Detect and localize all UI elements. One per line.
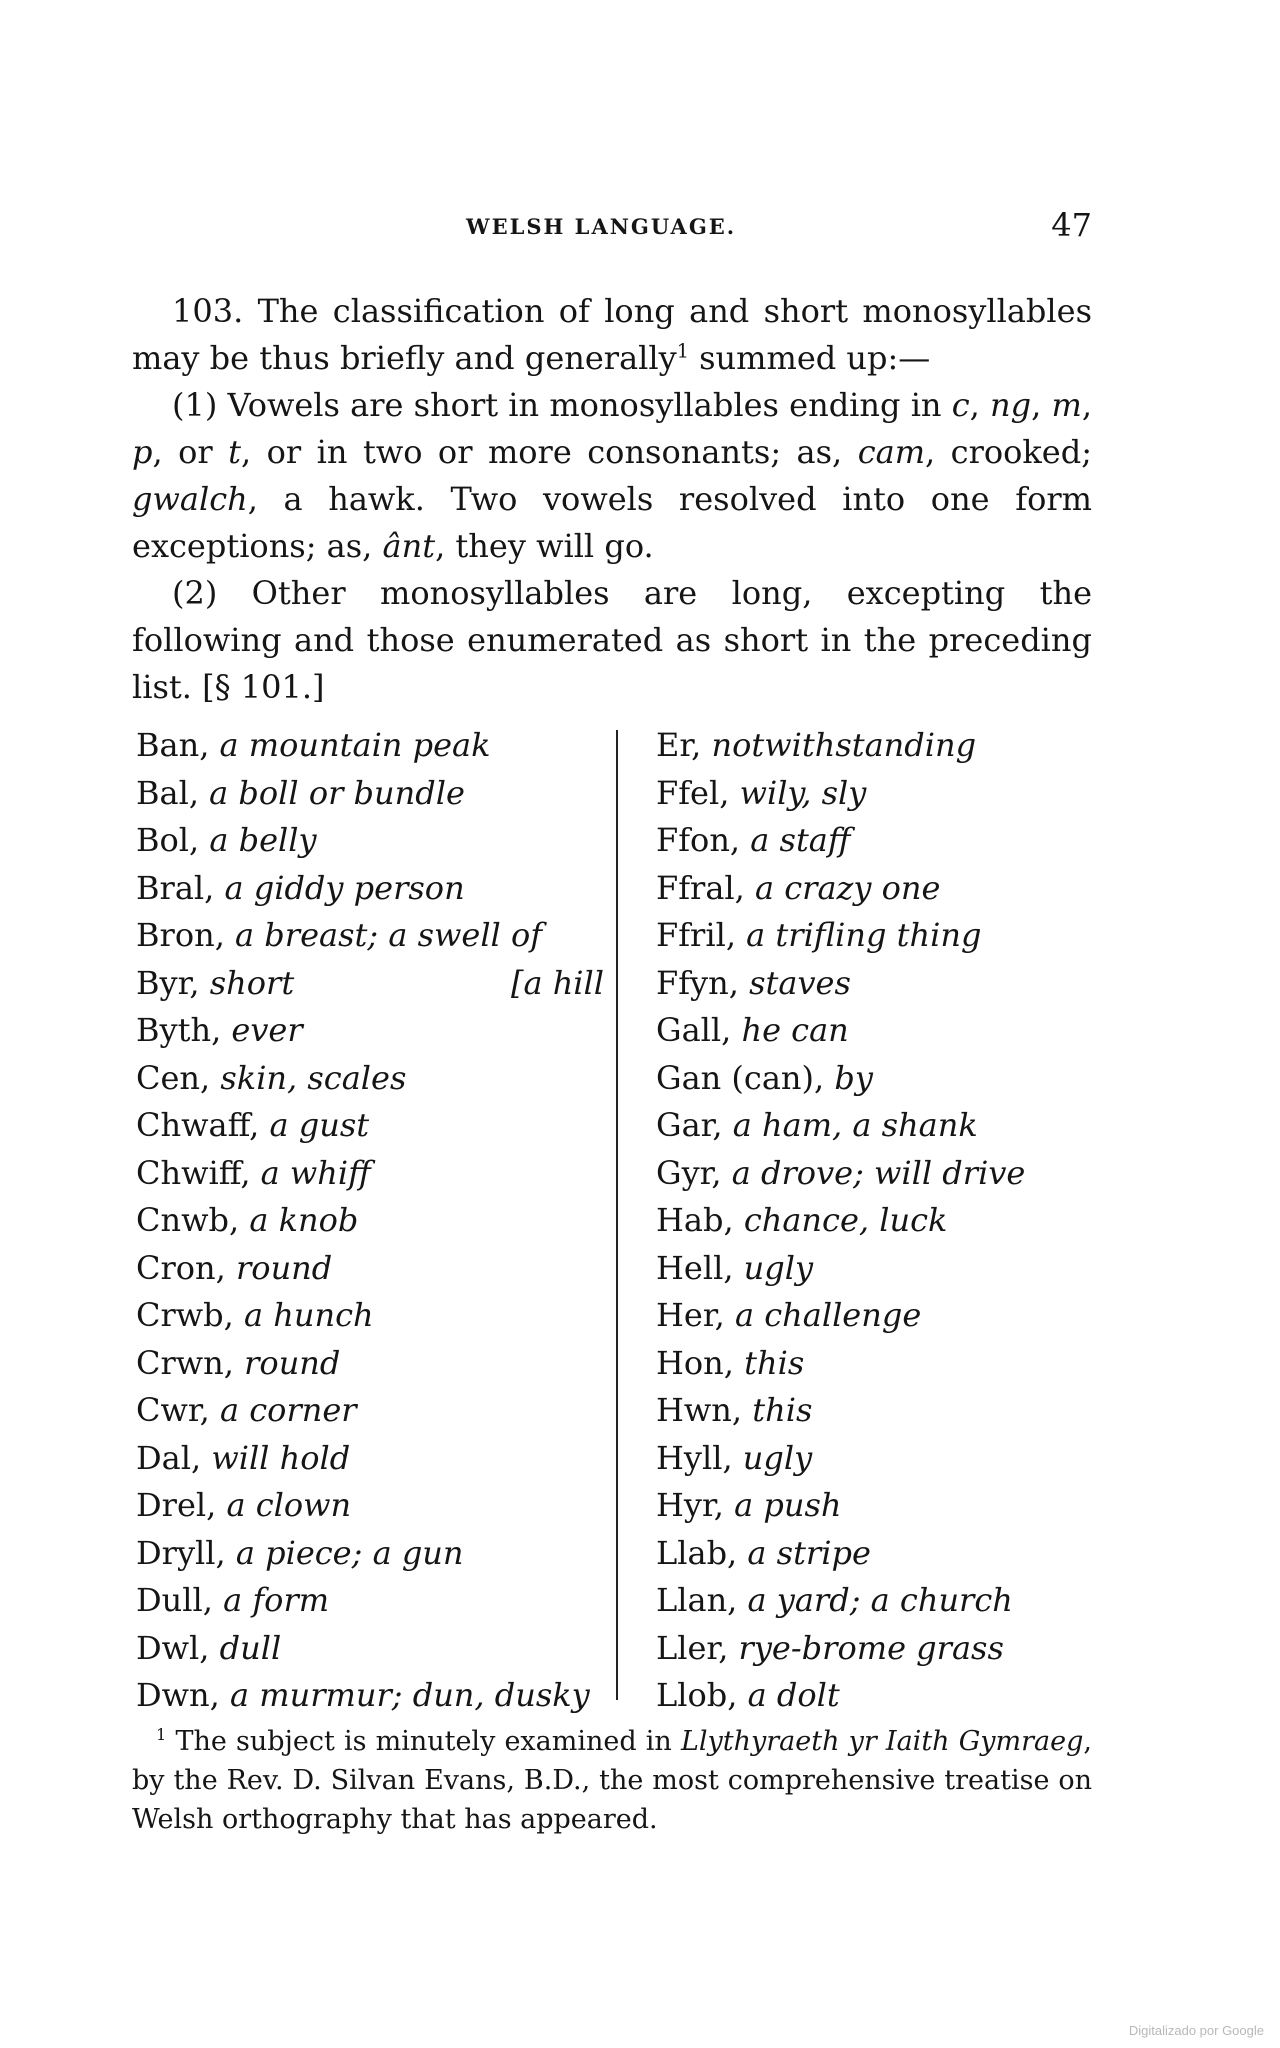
body-text (132, 288, 1092, 711)
list-item: Gall, he can (656, 1011, 849, 1049)
list-item: Crwn, round (136, 1343, 341, 1382)
list-item: Ller, rye-brome grass (656, 1628, 1004, 1667)
paragraph-rule-1: (1) Vowels are short in monosyllables ending in c, ng, m, p, or t, or in two or more consonants; as, cam, crooked; gwalch, a hawk. Two vowels resolved into one form exceptions; as, ânt, they will go. (132, 386, 1093, 565)
list-item: Llan, a yard; a church (656, 1581, 1013, 1619)
running-title: WELSH LANGUAGE. (466, 214, 737, 239)
list-item: Chwiff, a whiff (136, 1153, 371, 1192)
word-list (132, 722, 1092, 1714)
footnote: $^1$ The subject is minutely examined in Llythyraeth yr Iaith Gymraeg, by the Rev. D. Silvan Evans, B.D., the most comprehensive treatise on Welsh orthography that has appeared. (132, 1725, 1092, 1835)
list-item: Cnwb, a knob (136, 1201, 359, 1239)
list-item: Gyr, a drove; will drive (656, 1153, 1026, 1192)
list-item: Ffon, a staff (656, 821, 851, 859)
list-item: Llab, a stripe (656, 1533, 871, 1572)
list-item: Hell, ugly (656, 1248, 814, 1287)
list-item: Gan (can), by (656, 1058, 873, 1097)
continuation-mark: [a hill (510, 963, 604, 1002)
list-item: Dwl, dull (136, 1628, 282, 1667)
list-item: Bal, a boll or bundle (136, 773, 465, 812)
page-number: 47 (1051, 206, 1092, 244)
paragraph-103: 103. The classification of long and short monosyllables may be thus briefly and generally$^1$ summed up:— (132, 292, 1092, 377)
list-item: Gar, a ham, a shank (656, 1106, 978, 1144)
list-item: Hyr, a push (656, 1486, 842, 1524)
list-item: Drel, a clown (136, 1486, 352, 1524)
list-item: Hab, chance, luck (656, 1201, 948, 1239)
list-item: Dryll, a piece; a gun (136, 1533, 464, 1572)
footnote-book-title: Llythyraeth yr Iaith Gymraeg (680, 1726, 1084, 1757)
list-item: Dal, will hold (136, 1438, 351, 1477)
footnote-reference: 1 (676, 339, 689, 363)
list-item: Bron, a breast; a swell of (136, 916, 543, 954)
list-item: Dwn, a murmur; dun, dusky (136, 1676, 590, 1714)
list-item: Ffral, a crazy one (656, 868, 941, 907)
list-item: Bral, a giddy person (136, 868, 465, 907)
list-item: Bol, a belly (136, 821, 317, 859)
list-item: Llob, a dolt (656, 1676, 840, 1714)
word-list-left-column (136, 722, 604, 1720)
list-item: Ffyn, staves (656, 963, 851, 1002)
list-item: Crwb, a hunch (136, 1296, 374, 1334)
list-item: Er, notwithstanding (656, 726, 977, 764)
list-item: Cron, round (136, 1248, 333, 1287)
list-item: Ban, a mountain peak (136, 726, 491, 764)
list-item: Her, a challenge (656, 1296, 922, 1334)
footnote-mark: 1 (156, 1725, 167, 1744)
list-item: Cwr, a corner (136, 1391, 357, 1429)
list-item: Ffel, wily, sly (656, 773, 867, 812)
list-item: Hyll, ugly (656, 1438, 813, 1477)
list-item: Hon, this (656, 1343, 805, 1382)
word-list-right-column (656, 722, 1096, 1720)
list-item: Hwn, this (656, 1391, 813, 1429)
scan-watermark: Digitalizado por Google (1128, 2023, 1264, 2038)
list-item: Dull, a form (136, 1581, 330, 1619)
list-item: Ffril, a trifling thing (656, 916, 982, 954)
running-head (132, 206, 1092, 250)
paragraph-rule-2: (2) Other monosyllables are long, excepting the following and those enumerated as short in the preceding list. [§ 101.] (132, 574, 1092, 706)
column-divider (616, 730, 618, 1700)
list-item: Cen, skin, scales (136, 1058, 407, 1097)
list-item: Byth, ever (136, 1011, 303, 1049)
list-item: Chwaff, a gust (136, 1106, 370, 1144)
list-item: Byr, short [a hill (136, 960, 604, 1008)
